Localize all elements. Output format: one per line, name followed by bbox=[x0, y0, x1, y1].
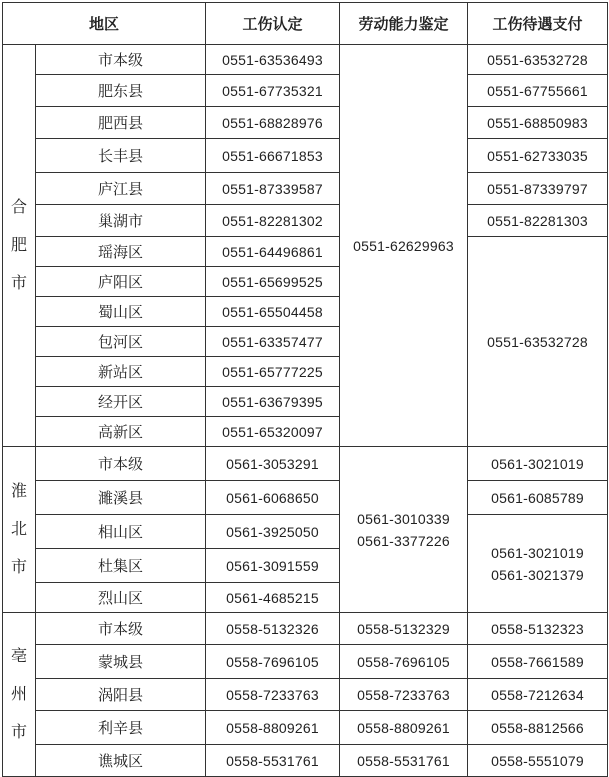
injury-cert-phone: 0551-68828976 bbox=[206, 107, 340, 139]
city-name: 合肥市 bbox=[10, 198, 27, 292]
table-row bbox=[3, 679, 608, 711]
table-row bbox=[3, 107, 608, 139]
area-cell: 肥东县 bbox=[36, 75, 206, 107]
area-cell: 涡阳县 bbox=[36, 679, 206, 711]
injury-cert-phone: 0551-65320097 bbox=[206, 417, 340, 447]
city-cell-bozhou bbox=[3, 613, 36, 777]
header-injury-cert: 工伤认定 bbox=[206, 3, 340, 45]
injury-cert-phone: 0551-67735321 bbox=[206, 75, 340, 107]
area-cell: 经开区 bbox=[36, 387, 206, 417]
benefit-payment-phone: 0551-67755661 bbox=[468, 75, 608, 107]
injury-cert-phone: 0561-6068650 bbox=[206, 481, 340, 515]
benefit-payment-phone: 0551-62733035 bbox=[468, 139, 608, 173]
ability-appraisal-phone: 0558-5531761 bbox=[340, 745, 468, 777]
benefit-payment-phone: 0558-7212634 bbox=[468, 679, 608, 711]
injury-cert-phone: 0551-65777225 bbox=[206, 357, 340, 387]
area-cell: 高新区 bbox=[36, 417, 206, 447]
ability-appraisal-phone: 0558-7696105 bbox=[340, 645, 468, 679]
area-cell: 市本级 bbox=[36, 45, 206, 75]
area-cell: 长丰县 bbox=[36, 139, 206, 173]
benefit-payment-phone: 0561-6085789 bbox=[468, 481, 608, 515]
city-name: 亳州市 bbox=[10, 647, 27, 741]
ability-appraisal-phone: 0558-8809261 bbox=[340, 711, 468, 745]
header-benefit-payment: 工伤待遇支付 bbox=[468, 3, 608, 45]
injury-cert-phone: 0561-4685215 bbox=[206, 583, 340, 613]
injury-cert-phone: 0558-8809261 bbox=[206, 711, 340, 745]
injury-cert-phone: 0558-7696105 bbox=[206, 645, 340, 679]
table-row bbox=[3, 481, 608, 515]
contact-table bbox=[2, 2, 608, 777]
injury-cert-phone: 0551-64496861 bbox=[206, 237, 340, 267]
ability-appraisal-phone: 0561-3377226 bbox=[357, 532, 450, 549]
injury-cert-phone: 0558-5531761 bbox=[206, 745, 340, 777]
benefit-payment-phone: 0558-5132323 bbox=[468, 613, 608, 645]
area-cell: 肥西县 bbox=[36, 107, 206, 139]
table-row bbox=[3, 645, 608, 679]
benefit-payment-phone: 0551-87339797 bbox=[468, 173, 608, 205]
city-name: 淮北市 bbox=[10, 482, 27, 576]
area-cell: 市本级 bbox=[36, 613, 206, 645]
area-cell: 蒙城县 bbox=[36, 645, 206, 679]
benefit-payment-phone: 0561-3021019 bbox=[468, 447, 608, 481]
table-row bbox=[3, 515, 608, 549]
ability-appraisal-phone: 0561-3010339 bbox=[357, 510, 450, 527]
injury-cert-phone: 0551-63357477 bbox=[206, 327, 340, 357]
injury-cert-phone: 0558-7233763 bbox=[206, 679, 340, 711]
benefit-payment-phone: 0551-82281303 bbox=[468, 205, 608, 237]
injury-cert-phone: 0551-66671853 bbox=[206, 139, 340, 173]
table-row bbox=[3, 139, 608, 173]
injury-cert-phone: 0551-87339587 bbox=[206, 173, 340, 205]
ability-appraisal-phone: 0551-62629963 bbox=[340, 45, 468, 447]
injury-cert-phone: 0551-82281302 bbox=[206, 205, 340, 237]
area-cell: 蜀山区 bbox=[36, 297, 206, 327]
ability-appraisal-phone: 0558-7233763 bbox=[340, 679, 468, 711]
table-row bbox=[3, 745, 608, 777]
area-cell: 相山区 bbox=[36, 515, 206, 549]
area-cell: 谯城区 bbox=[36, 745, 206, 777]
benefit-payment-phone: 0551-63532728 bbox=[468, 45, 608, 75]
city-cell-hefei bbox=[3, 45, 36, 447]
injury-cert-phone: 0561-3053291 bbox=[206, 447, 340, 481]
injury-cert-phone: 0561-3091559 bbox=[206, 549, 340, 583]
area-cell: 新站区 bbox=[36, 357, 206, 387]
ability-appraisal-phone: 0558-5132329 bbox=[340, 613, 468, 645]
header-region: 地区 bbox=[3, 3, 206, 45]
city-cell-huaibei bbox=[3, 447, 36, 613]
table-row bbox=[3, 75, 608, 107]
area-cell: 烈山区 bbox=[36, 583, 206, 613]
table-row bbox=[3, 173, 608, 205]
benefit-payment-phone: 0561-3021379 bbox=[491, 566, 584, 583]
area-cell: 濉溪县 bbox=[36, 481, 206, 515]
benefit-payment-phone: 0558-5551079 bbox=[468, 745, 608, 777]
benefit-payment-phone: 0551-63532728 bbox=[468, 237, 608, 447]
area-cell: 庐江县 bbox=[36, 173, 206, 205]
injury-cert-phone: 0551-65504458 bbox=[206, 297, 340, 327]
benefit-payment-phone: 0558-8812566 bbox=[468, 711, 608, 745]
table-row bbox=[3, 45, 608, 75]
area-cell: 利辛县 bbox=[36, 711, 206, 745]
benefit-payment-phone: 0558-7661589 bbox=[468, 645, 608, 679]
area-cell: 庐阳区 bbox=[36, 267, 206, 297]
table-row bbox=[3, 613, 608, 645]
injury-cert-phone: 0551-65699525 bbox=[206, 267, 340, 297]
area-cell: 瑶海区 bbox=[36, 237, 206, 267]
benefit-payment-phone: 0551-68850983 bbox=[468, 107, 608, 139]
benefit-payment-phones bbox=[468, 515, 608, 613]
ability-appraisal-phones bbox=[340, 447, 468, 613]
injury-cert-phone: 0551-63536493 bbox=[206, 45, 340, 75]
area-cell: 市本级 bbox=[36, 447, 206, 481]
header-row bbox=[3, 3, 608, 45]
injury-cert-phone: 0561-3925050 bbox=[206, 515, 340, 549]
injury-cert-phone: 0558-5132326 bbox=[206, 613, 340, 645]
injury-cert-phone: 0551-63679395 bbox=[206, 387, 340, 417]
area-cell: 杜集区 bbox=[36, 549, 206, 583]
table-row bbox=[3, 711, 608, 745]
area-cell: 包河区 bbox=[36, 327, 206, 357]
benefit-payment-phone: 0561-3021019 bbox=[491, 544, 584, 561]
table-row bbox=[3, 447, 608, 481]
header-ability-appraisal: 劳动能力鉴定 bbox=[340, 3, 468, 45]
table-row bbox=[3, 237, 608, 267]
table-row bbox=[3, 205, 608, 237]
area-cell: 巢湖市 bbox=[36, 205, 206, 237]
